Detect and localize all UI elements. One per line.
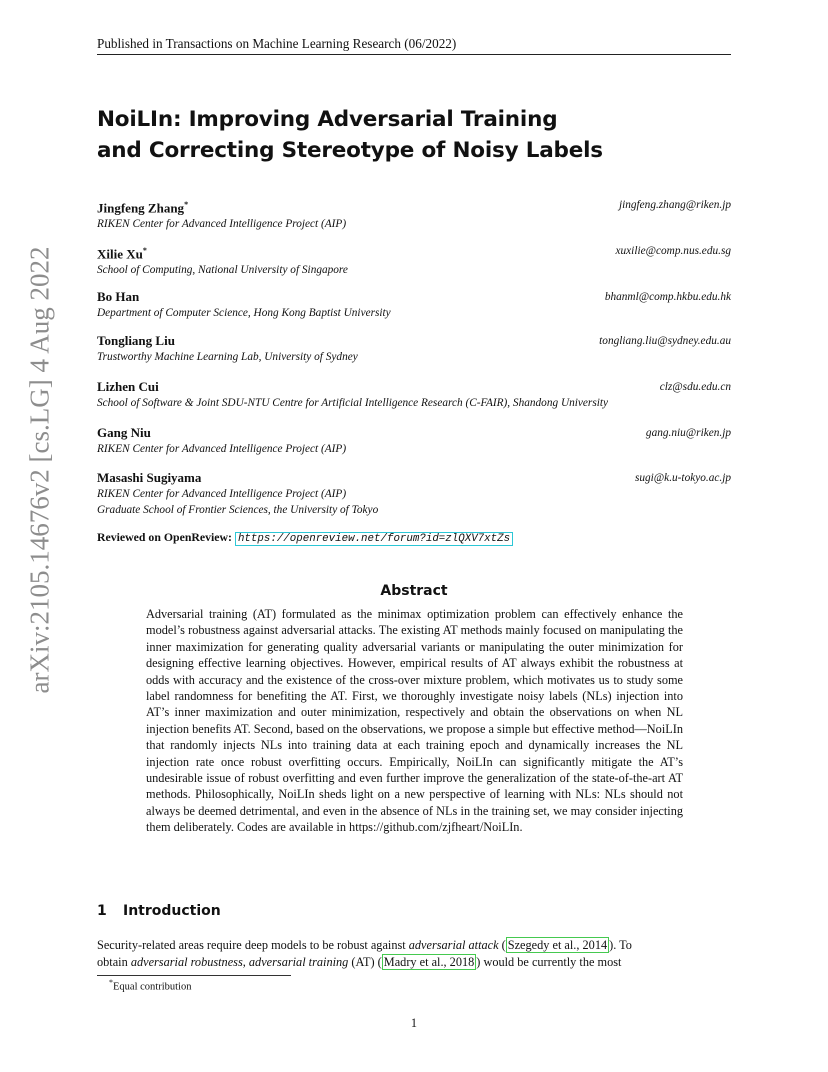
author-name: Lizhen Cui xyxy=(97,379,159,394)
header-rule xyxy=(97,54,731,55)
author-affiliation: School of Software & Joint SDU-NTU Centre for Artificial Intelligence Research (C-FAIR), Shandong University xyxy=(97,397,609,409)
title-line-2: and Correcting Stereotype of Noisy Labels xyxy=(97,138,603,163)
author-block xyxy=(97,425,731,457)
author-block xyxy=(97,243,731,278)
author-name: Jingfeng Zhang* xyxy=(97,200,189,216)
openreview-link[interactable]: https://openreview.net/forum?id=zlQXV7xtZs xyxy=(235,532,513,546)
section-heading xyxy=(97,903,221,919)
author-email[interactable]: sugi@k.u-tokyo.ac.jp xyxy=(634,472,731,484)
author-name: Bo Han xyxy=(97,289,140,304)
author-affiliation: Trustworthy Machine Learning Lab, University of Sydney xyxy=(97,351,358,363)
author-affiliation: Department of Computer Science, Hong Kong Baptist University xyxy=(97,307,391,319)
author-block xyxy=(97,333,731,365)
author-block xyxy=(97,379,731,411)
author-affiliation: Graduate School of Frontier Sciences, the University of Tokyo xyxy=(97,504,379,516)
author-email[interactable]: clz@sdu.edu.cn xyxy=(659,381,731,393)
author-name: Xilie Xu* xyxy=(97,246,147,262)
author-email[interactable]: gang.niu@riken.jp xyxy=(645,427,731,439)
author-block xyxy=(97,197,731,232)
author-name: Masashi Sugiyama xyxy=(97,470,202,485)
section-title: Introduction xyxy=(123,903,221,919)
citation-link[interactable]: Madry et al., 2018 xyxy=(383,955,475,969)
citation-link[interactable]: Szegedy et al., 2014 xyxy=(507,938,608,952)
author-affiliation: RIKEN Center for Advanced Intelligence Project (AIP) xyxy=(97,218,347,231)
footnote-rule xyxy=(97,975,291,976)
openreview-line xyxy=(97,530,513,545)
author-email[interactable]: jingfeng.zhang@riken.jp xyxy=(618,199,731,211)
author-affiliation: RIKEN Center for Advanced Intelligence Project (AIP) xyxy=(97,488,347,500)
paper-title xyxy=(97,104,731,166)
author-block xyxy=(97,289,731,321)
intro-line-1: Security-related areas require deep models to be robust against adversarial attack ( Szegedy et al., 2014 ). To xyxy=(97,938,632,952)
intro-line-2: obtain adversarial robustness, adversarial training (AT) ( Madry et al., 2018 ) would be currently the most xyxy=(97,955,622,969)
journal-header: Published in Transactions on Machine Learning Research (06/2022) xyxy=(97,36,457,51)
author-affiliation: RIKEN Center for Advanced Intelligence Project (AIP) xyxy=(97,443,347,455)
author-affiliation: School of Computing, National University of Singapore xyxy=(97,264,348,277)
author-name: Tongliang Liu xyxy=(97,333,175,348)
page-number: 1 xyxy=(410,1016,418,1030)
author-email[interactable]: tongliang.liu@sydney.edu.au xyxy=(599,335,731,347)
openreview-label: Reviewed on OpenReview: xyxy=(97,530,232,544)
abstract-text: Adversarial training (AT) formulated as the minimax optimization problem can effectively enhance the model’s robustness against adversarial attacks. The existing AT methods mainly focused on manipulating the inner maximization for generating quality adversarial variants or manipulating the outer minimization for designing effective learning objectives. However, empirical results of AT always exhibit the robustness at odds with accuracy and the existence of the cross-over mixture problem, which motivates us to study some label randomness for benefiting the AT. First, we thoroughly investigate noisy labels (NLs) injection into AT’s inner maximization and outer minimization, respectively and obtain the observations on when NL injection benefits AT. Second, based on the observations, we propose a simple but effective method—NoiLIn that randomly injects NLs into training data at each training epoch and dynamically increases the NL injection rate once robust overfitting occurs. Empirically, NoiLIn can significantly mitigate the AT’s undesirable issue of robust overfitting and even further improve the generalization of the state-of-the-art AT methods. Philosophically, NoiLIn sheds light on a new perspective of learning with NLs: NLs should not always be deemed detrimental, and even in the absence of NLs in the training set, we may consider injecting them deliberately. Codes are available in https://github.com/zjfheart/NoiLIn. xyxy=(146,607,683,835)
title-line-1: NoiLIn: Improving Adversarial Training xyxy=(97,107,558,132)
author-name: Gang Niu xyxy=(97,425,151,440)
abstract-heading: Abstract xyxy=(380,583,448,599)
arxiv-stamp: arXiv:2105.14676v2 [cs.LG] 4 Aug 2022 xyxy=(24,246,55,694)
section-number: 1 xyxy=(97,903,107,919)
footnote: *Equal contribution xyxy=(109,978,192,993)
author-email[interactable]: xuxilie@comp.nus.edu.sg xyxy=(615,245,731,257)
author-block xyxy=(97,470,731,518)
author-email[interactable]: bhanml@comp.hkbu.edu.hk xyxy=(604,291,731,303)
